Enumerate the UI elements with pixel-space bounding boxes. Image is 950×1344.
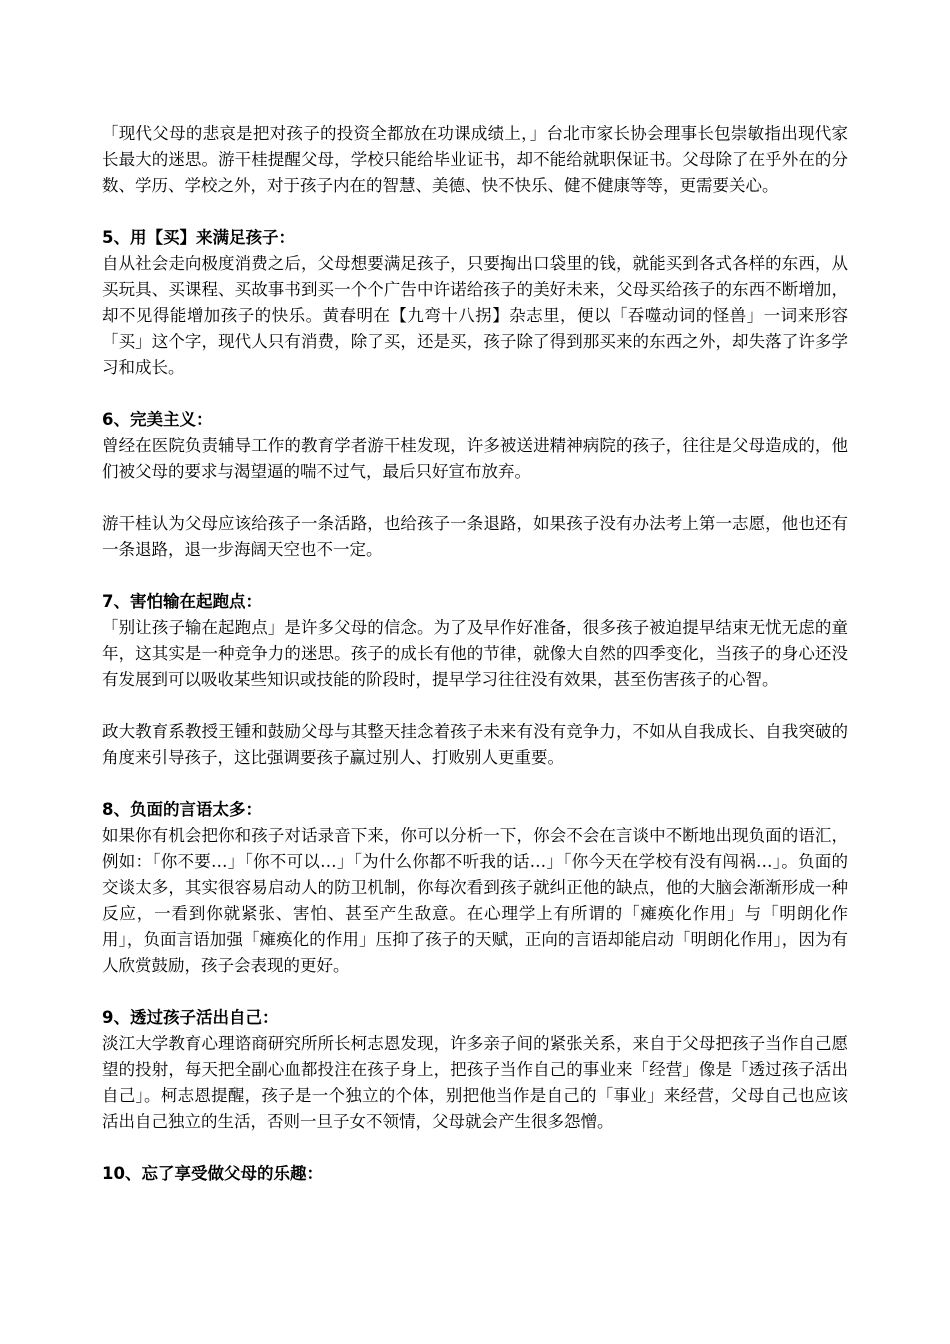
section-paragraph: 如果你有机会把你和孩子对话录音下来，你可以分析一下，你会不会在言谈中不断地出现负面的语汇，例如：「你不要…」「你不可以…」「为什么你都不听我的话…」「你今天在学校有没有闯祸…」。负面的交谈太多，其实很容易启动人的防卫机制，你每次看到孩子就纠正他的缺点，他的大脑会渐渐形成一种反应，一看到你就紧张、害怕、甚至产生敌意。在心理学上有所谓的「瘫痪化作用」与「明朗化作用」，负面言语加强「瘫痪化的作用」压抑了孩子的天赋，正向的言语却能启动「明朗化作用」，因为有人欣赏鼓励，孩子会表现的更好。 xyxy=(102,826,848,975)
section-5 xyxy=(102,225,848,381)
section-6 xyxy=(102,407,848,563)
section-heading: 10、忘了享受做父母的乐趣： xyxy=(102,1164,323,1183)
section-paragraph: 「别让孩子输在起跑点」是许多父母的信念。为了及早作好准备，很多孩子被迫提早结束无忧无虑的童年，这其实是一种竞争力的迷思。孩子的成长有他的节律，就像大自然的四季变化，当孩子的身心还没有发展到可以吸收某些知识或技能的阶段时，提早学习往往没有效果，甚至伤害孩子的心智。 xyxy=(102,618,848,689)
section-paragraph: 淡江大学教育心理谘商研究所所长柯志恩发现，许多亲子间的紧张关系，来自于父母把孩子当作自己愿望的投射，每天把全副心血都投注在孩子身上，把孩子当作自己的事业来「经营」像是「透过孩子活出自己」。柯志恩提醒，孩子是一个独立的个体，别把他当作是自己的「事业」来经营，父母自己也应该活出自己独立的生活，否则一旦子女不领情，父母就会产生很多怨憎。 xyxy=(102,1034,848,1131)
section-heading: 8、负面的言语太多： xyxy=(102,800,262,819)
section-paragraph: 曾经在医院负责辅导工作的教育学者游干桂发现，许多被送进精神病院的孩子，往往是父母造成的，他们被父母的要求与渴望逼的喘不过气，最后只好宣布放弃。 xyxy=(102,436,848,481)
section-9 xyxy=(102,1005,848,1135)
section-paragraph: 自从社会走向极度消费之后，父母想要满足孩子，只要掏出口袋里的钱，就能买到各式各样的东西，从买玩具、买课程、买故事书到买一个个广告中许诺给孩子的美好未来，父母买给孩子的东西不断增加，却不见得能增加孩子的快乐。黄春明在【九弯十八拐】杂志里，便以「吞噬动词的怪兽」一词来形容「买」这个字，现代人只有消费，除了买，还是买，孩子除了得到那买来的东西之外，却失落了许多学习和成长。 xyxy=(102,254,848,377)
section-paragraph: 政大教育系教授王锺和鼓励父母与其整天挂念着孩子未来有没有竞争力，不如从自我成长、自我突破的角度来引导孩子，这比强调要孩子赢过别人、打败别人更重要。 xyxy=(102,722,848,767)
document-body xyxy=(102,121,848,1213)
section-heading: 6、完美主义： xyxy=(102,410,213,429)
section-paragraph: 游干桂认为父母应该给孩子一条活路，也给孩子一条退路，如果孩子没有办法考上第一志愿，他也还有一条退路，退一步海阔天空也不一定。 xyxy=(102,514,848,559)
intro-paragraph: 「现代父母的悲哀是把对孩子的投资全都放在功课成绩上，」台北市家长协会理事长包崇敏指出现代家长最大的迷思。游干桂提醒父母，学校只能给毕业证书，却不能给就职保证书。父母除了在乎外在的分数、学历、学校之外，对于孩子内在的智慧、美德、快不快乐、健不健康等等，更需要关心。 xyxy=(102,124,848,195)
section-7 xyxy=(102,589,848,771)
section-heading: 5、用【买】来满足孩子： xyxy=(102,228,295,247)
intro-block xyxy=(102,121,848,199)
section-heading: 9、透过孩子活出自己： xyxy=(102,1008,279,1027)
section-heading: 7、害怕输在起跑点： xyxy=(102,592,262,611)
section-10 xyxy=(102,1161,848,1187)
section-8 xyxy=(102,797,848,979)
